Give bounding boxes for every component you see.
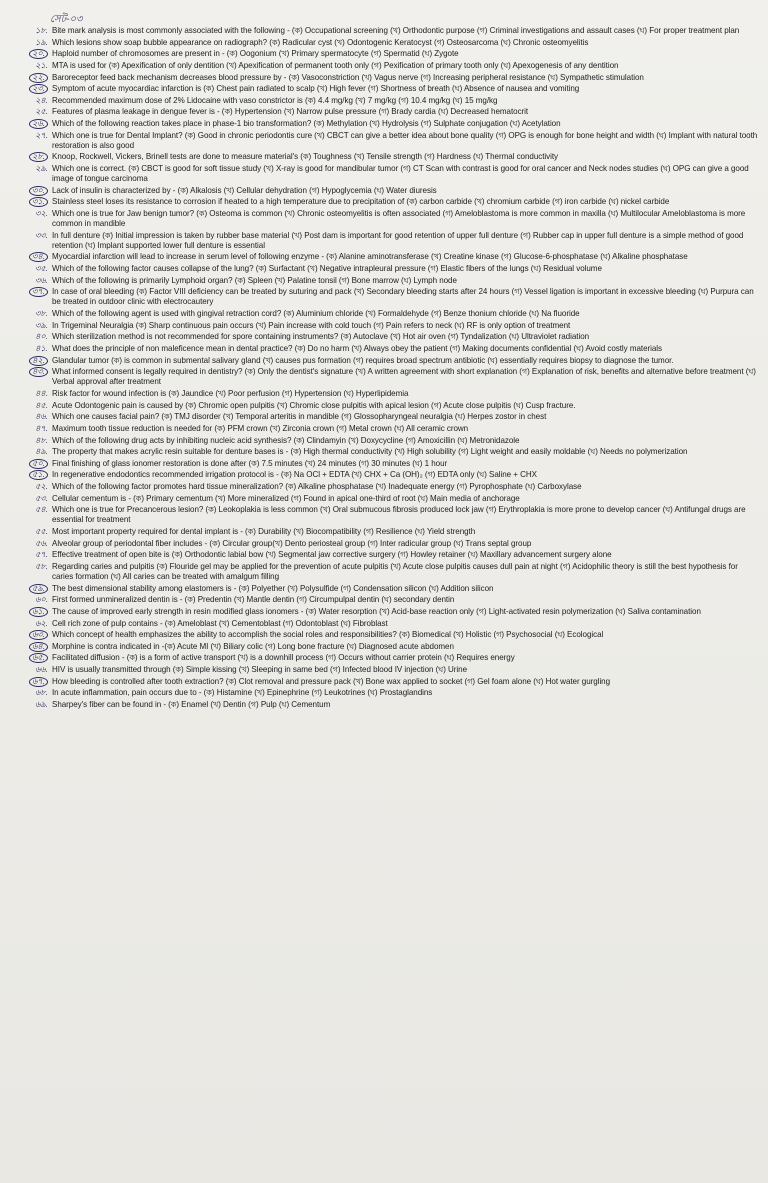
question-number-label: ৪৫. [35, 400, 48, 410]
question-text: Recommended maximum dose of 2% Lidocaine with vaso constrictor is (ক) 4.4 mg/kg (খ) 7 mg/kg (গ) 10.4 mg/kg (ঘ) 15 mg/kg [52, 95, 498, 105]
question-item [22, 287, 758, 307]
question-text: Which one is true for Dental Implant? (ক) Good in chronic periodontis cure (খ) CBCT can give a better idea about bone quality (গ) OPG is enough for bone height and width (ঘ) Implant with natural tooth restoration is also good [52, 130, 758, 150]
question-item [22, 447, 758, 457]
question-number [22, 252, 52, 262]
question-item [22, 367, 758, 387]
question-number [22, 665, 52, 675]
question-text: In acute inflammation, pain occurs due to - (ক) Histamine (খ) Epinephrine (গ) Leukotrines (ঘ) Prostaglandins [52, 688, 433, 698]
question-number-label: ১৮. [35, 26, 48, 35]
question-text: In Trigeminal Neuralgia (ক) Sharp continuous pain occurs (খ) Pain increase with cold touch (গ) Pain refers to neck (ঘ) RF is only option of treatment [52, 320, 571, 330]
question-number-label: ২৩. [29, 84, 48, 94]
question-item [22, 186, 758, 196]
question-number [22, 61, 52, 71]
question-number [22, 584, 52, 594]
question-number [22, 550, 52, 560]
question-text: Knoop, Rockwell, Vickers, Brinell tests are done to measure material's (ক) Toughness (খ) Tensile strength (গ) Hardness (ঘ) Thermal conductivity [52, 152, 559, 162]
question-text: Alveolar group of periodontal fiber includes - (ক) Circular group(খ) Dento periosteal group (গ) Inter radicular group (ঘ) Trans septal group [52, 538, 532, 548]
question-number [22, 539, 52, 549]
question-item [22, 344, 758, 354]
question-number-label: ৬১. [29, 607, 48, 617]
question-item [22, 26, 758, 36]
question-number [22, 209, 52, 219]
question-number-label: ৬৩. [29, 630, 48, 640]
question-number [22, 321, 52, 331]
question-item [22, 677, 758, 687]
question-text: Which lesions show soap bubble appearance on radiograph? (ক) Radicular cyst (খ) Odontogenic Keratocyst (গ) Osteosarcoma (ঘ) Chronic osteomyelitis [52, 37, 589, 47]
question-text: The best dimensional stability among elastomers is - (ক) Polyether (খ) Polysulfide (গ) Condensation silicon (ঘ) Addition silicon [52, 583, 494, 593]
question-item [22, 209, 758, 229]
question-number [22, 131, 52, 141]
question-item [22, 436, 758, 446]
question-number [22, 389, 52, 399]
question-number [22, 494, 52, 504]
question-item [22, 119, 758, 129]
question-number [22, 482, 52, 492]
question-number-label: ৩৭. [29, 287, 48, 297]
question-text: Cell rich zone of pulp contains - (ক) Ameloblast (খ) Cementoblast (গ) Odontoblast (ঘ) Fibroblast [52, 618, 388, 628]
question-item [22, 309, 758, 319]
question-text: What informed consent is legally required in dentistry? (ক) Only the dentist's signature (খ) A written agreement with short explanation (গ) Explanation of risk, benefits and alternative before treatment (ঘ) Verbal approval after treatment [52, 367, 756, 387]
question-number [22, 152, 52, 162]
question-number-label: ৪২. [29, 356, 48, 366]
question-text: Which of the following drug acts by inhibiting nucleic acid synthesis? (ক) Clindamyin (খ) Doxycycline (গ) Amoxicillin (ঘ) Metronidazole [52, 435, 520, 445]
question-number-label: ২৪. [35, 95, 48, 105]
question-text: First formed unmineralized dentin is - (ক) Predentin (খ) Mantle dentin (গ) Circumpulpal dentin (ঘ) secondary dentin [52, 595, 455, 605]
question-item [22, 505, 758, 525]
question-text: Which one is true for Precancerous lesion? (ক) Leokoplakia is less common (খ) Oral submucous fibrosis produced lock jaw (গ) Erythroplakia is more prone to develop cancer (ঘ) Antifungal drugs are essential for treatment [52, 505, 746, 525]
question-number [22, 356, 52, 366]
question-number-label: ৩১. [29, 197, 48, 207]
question-number-label: ৫৭. [35, 550, 48, 560]
question-text: Glandular tumor (ক) is common in submental salivary gland (খ) causes pus formation (গ) requires broad spectrum antibiotic (ঘ) essentially requires biopsy to diagnose the tumor. [52, 355, 674, 365]
question-item [22, 595, 758, 605]
question-item [22, 84, 758, 94]
question-item [22, 332, 758, 342]
question-number [22, 607, 52, 617]
question-number-label: ২০. [29, 49, 48, 59]
question-text: Which one is correct. (ক) CBCT is good for soft tissue study (খ) X-ray is good for mandibular tumor (গ) CT Scan with contrast is good for oral cancer and Neck nodes studies (ঘ) OPG can give a good image of tongue carcinoma [52, 164, 749, 184]
question-text: In case of oral bleeding (ক) Factor VIII deficiency can be treated by suturing and pack (খ) Secondary bleeding starts after 24 hours (গ) Vessel ligation is important in excessive bleeding (ঘ) Purpura can be treated in outdoor clinic with electrocautery [52, 287, 754, 307]
question-item [22, 619, 758, 629]
question-item [22, 470, 758, 480]
question-text: Effective treatment of open bite is (ক) Orthodontic labial bow (খ) Segmental jaw corrective surgery (গ) Howley retainer (ঘ) Maxillary advancement surgery alone [52, 550, 612, 560]
question-text: Which of the following factor causes collapse of the lung? (ক) Surfactant (খ) Negative intrapleural pressure (গ) Elastic fibers of the lungs (ঘ) Residual volume [52, 264, 602, 274]
question-item [22, 152, 758, 162]
question-text: Most important property required for dental implant is - (ক) Durability (খ) Biocompatibility (গ) Resilience (ঘ) Yield strength [52, 527, 476, 537]
question-text: Cellular cementum is - (ক) Primary cementum (খ) More mineralized (গ) Found in apical one-third of root (ঘ) Main media of anchorage [52, 493, 520, 503]
question-item [22, 412, 758, 422]
question-item [22, 401, 758, 411]
question-number [22, 287, 52, 297]
question-item [22, 584, 758, 594]
question-text: HIV is usually transmitted through (ক) Simple kissing (খ) Sleeping in same bed (গ) Infected blood IV injection (ঘ) Urine [52, 665, 467, 675]
question-text: How bleeding is controlled after tooth extraction? (ক) Clot removal and pressure pack (খ) Bone wax applied to socket (গ) Gel foam alone (ঘ) Hot water gurgling [52, 676, 611, 686]
question-number [22, 332, 52, 342]
question-text: Features of plasma leakage in dengue fever is - (ক) Hypertension (খ) Narrow pulse pressure (গ) Brady cardia (ঘ) Decreased hematocrit [52, 107, 529, 117]
question-number-label: ৩৪. [29, 252, 48, 262]
question-item [22, 356, 758, 366]
question-item [22, 607, 758, 617]
question-item [22, 73, 758, 83]
question-text: What does the principle of non maleficence mean in dental practice? (ক) Do no harm (খ) Always obey the patient (গ) Making documents confidential (ঘ) Avoid costly materials [52, 343, 663, 353]
question-number [22, 367, 52, 377]
question-number-label: ৪০. [35, 332, 48, 342]
question-number-label: ৩২. [35, 209, 48, 219]
question-text: MTA is used for (ক) Apexification of only dentition (খ) Apexification of permanent tooth only (গ) Pexification of primary tooth only (ঘ) Apexogenesis of any dentition [52, 60, 619, 70]
question-text: The property that makes acrylic resin suitable for denture bases is - (ক) High thermal conductivity (খ) High solubility (গ) Light weight and easily moldable (ঘ) Needs no polymerization [52, 447, 688, 457]
question-text: Which of the following agent is used with gingival retraction cord? (ক) Aluminium chloride (খ) Formaldehyde (গ) Benze thonium chloride (ঘ) Na fluoride [52, 309, 580, 319]
question-item [22, 459, 758, 469]
question-number [22, 107, 52, 117]
question-number-label: ৬৮. [35, 688, 48, 698]
question-number [22, 619, 52, 629]
question-text: Stainless steel loses its resistance to corrosion if heated to a high temperature due to precipitation of (ক) carbon carbide (খ) chromium carbide (গ) iron carbide (ঘ) nickel carbide [52, 197, 670, 207]
question-number-label: ৬০. [35, 595, 48, 605]
question-number-label: ৪৩. [29, 367, 48, 377]
question-text: Which one causes facial pain? (ক) TMJ disorder (খ) Temporal arteritis in mandible (গ) Glossopharyngeal neuralgia (ঘ) Herpes zostor in chest [52, 412, 547, 422]
question-number-label: ৫৫. [35, 527, 48, 537]
question-number-label: ৬৪. [29, 642, 48, 652]
question-number-label: ৬২. [35, 618, 48, 628]
question-list [22, 26, 758, 710]
question-number-label: ৩০. [29, 186, 48, 196]
question-number [22, 49, 52, 59]
question-item [22, 38, 758, 48]
question-item [22, 389, 758, 399]
question-number [22, 38, 52, 48]
question-number [22, 630, 52, 640]
question-number [22, 26, 52, 36]
question-number [22, 677, 52, 687]
question-item [22, 276, 758, 286]
question-number-label: ৪৬. [35, 412, 48, 422]
question-text: Sharpey's fiber can be found in - (ক) Enamel (খ) Dentin (গ) Pulp (ঘ) Cementum [52, 700, 331, 710]
question-number-label: ৫০. [29, 459, 48, 469]
question-number-label: ৬৭. [29, 677, 48, 687]
question-number [22, 84, 52, 94]
question-number [22, 264, 52, 274]
question-number-label: ২৯. [35, 164, 48, 174]
question-number [22, 595, 52, 605]
question-number [22, 401, 52, 411]
question-item [22, 539, 758, 549]
question-text: Which one is true for Jaw benign tumor? (ক) Osteoma is common (খ) Chronic osteomyelitis is often associated (গ) Ameloblastoma is more common in maxilla (ঘ) Multilocular Ameloblastoma is more common in mandible [52, 209, 746, 229]
question-item [22, 665, 758, 675]
question-number-label: ৫১. [29, 470, 48, 480]
question-number-label: ৬৬. [35, 665, 48, 675]
question-number-label: ২৫. [35, 107, 48, 117]
question-item [22, 424, 758, 434]
question-number [22, 73, 52, 83]
question-item [22, 61, 758, 71]
question-text: Morphine is contra indicated in -(ক) Acute MI (খ) Biliary colic (গ) Long bone fracture (ঘ) Diagnosed acute abdomen [52, 641, 454, 651]
question-item [22, 131, 758, 151]
set-label: সেট-০৩ [50, 14, 83, 25]
question-item [22, 107, 758, 117]
question-text: In regenerative endodontics recommended irrigation protocol is - (ক) Na OCl + EDTA (খ) CHX + Ca (OH)₂ (গ) EDTA only (ঘ) Saline + CHX [52, 470, 537, 480]
question-item [22, 264, 758, 274]
question-number [22, 119, 52, 129]
question-text: Symptom of acute myocardiac infarction is (ক) Chest pain radiated to scalp (খ) High fever (গ) Shortness of breath (ঘ) Absence of nausea and vomiting [52, 84, 580, 94]
question-text: Myocardial infarction will lead to increase in serum level of following enzyme - (ক) Alanine aminotransferase (খ) Creatine kinase (গ) Glucose-6-phosphatase (ঘ) Alkaline phosphatase [52, 252, 688, 262]
question-item [22, 252, 758, 262]
question-text: Haploid number of chromosomes are present in - (ক) Oogonium (খ) Primary spermatocyte (গ) Spermatid (ঘ) Zygote [52, 49, 459, 59]
question-number [22, 231, 52, 241]
question-number-label: ৫৩. [35, 493, 48, 503]
question-number-label: ২২. [29, 73, 48, 83]
question-text: Facilitated diffusion - (ক) is a form of active transport (খ) is a downhill process (গ) Occurs without carrier protein (ঘ) Requires energy [52, 653, 515, 663]
question-item [22, 482, 758, 492]
question-text: Bite mark analysis is most commonly associated with the following - (ক) Occupational screening (খ) Orthodontic purpose (গ) Criminal investigations and assault cases (ঘ) For proper treatment plan [52, 26, 740, 35]
question-number-label: ৫২. [35, 482, 48, 492]
question-item [22, 494, 758, 504]
question-number-label: ১৯. [35, 37, 48, 47]
question-number-label: ৫৪. [35, 505, 48, 515]
question-number [22, 447, 52, 457]
question-number [22, 186, 52, 196]
question-number-label: ৩৫. [35, 264, 48, 274]
question-text: Acute Odontogenic pain is caused by (ক) Chromic open pulpitis (খ) Chromic close pulpitis with apical lesion (গ) Acute close pulpitis (ঘ) Cusp fracture. [52, 400, 576, 410]
question-text: Which of the following factor promotes hard tissue mineralization? (ক) Alkaline phosphatase (খ) Inadequate energy (গ) Pyrophosphate (ঘ) Carboxylase [52, 482, 582, 492]
question-number [22, 527, 52, 537]
question-item [22, 96, 758, 106]
question-number [22, 412, 52, 422]
question-number [22, 642, 52, 652]
question-number [22, 344, 52, 354]
question-text: Maximum tooth tissue reduction is needed for (ক) PFM crown (খ) Zirconia crown (গ) Metal crown (ঘ) All ceramic crown [52, 423, 469, 433]
question-number-label: ৫৬. [35, 538, 48, 548]
question-number-label: ৪৮. [35, 435, 48, 445]
question-number [22, 197, 52, 207]
question-number [22, 436, 52, 446]
question-number-label: ৪৪. [35, 388, 48, 398]
question-item [22, 527, 758, 537]
question-number [22, 653, 52, 663]
question-text: Final finishing of glass ionomer restoration is done after (ক) 7.5 minutes (খ) 24 minutes (গ) 30 minutes (ঘ) 1 hour [52, 458, 448, 468]
question-number-label: ২৮. [29, 152, 48, 162]
question-number-label: ৩৩. [35, 230, 48, 240]
question-item [22, 630, 758, 640]
question-text: Regarding caries and pulpitis (ক) Flouride gel may be applied for the prevention of acute pulpitis (খ) Acute close pulpitis causes dull pain at night (গ) Acidophilic theory is still the best hypothesis for caries formation (ঘ) All caries can be treated with amalgum filling [52, 561, 738, 581]
question-number [22, 700, 52, 710]
question-item [22, 550, 758, 560]
question-number-label: ৫৯. [29, 584, 48, 594]
question-number [22, 276, 52, 286]
question-item [22, 642, 758, 652]
question-item [22, 231, 758, 251]
question-item [22, 197, 758, 207]
question-number [22, 562, 52, 572]
question-number-label: ২১. [35, 60, 48, 70]
question-item [22, 49, 758, 59]
question-text: Risk factor for wound infection is (ক) Jaundice (খ) Poor perfusion (গ) Hypertension (ঘ) Hyperlipidemia [52, 388, 409, 398]
question-number [22, 96, 52, 106]
question-number-label: ২৬. [29, 119, 48, 129]
question-number [22, 459, 52, 469]
question-number-label: ২৭. [35, 130, 48, 140]
question-item [22, 653, 758, 663]
question-number [22, 470, 52, 480]
question-text: In full denture (ক) Initial impression is taken by rubber base material (খ) Post dam is important for good retention of upper full denture (গ) Rubber cap in upper full denture is a simple method of good retention (ঘ) Implant supported lower full denture is essential [52, 230, 744, 250]
question-number-label: ৪১. [35, 343, 48, 353]
question-text: Lack of insulin is characterized by - (ক) Alkalosis (খ) Cellular dehydration (গ) Hypoglycemia (ঘ) Water diuresis [52, 185, 437, 195]
question-number-label: ৪৭. [35, 423, 48, 433]
question-number [22, 309, 52, 319]
question-number-label: ৩৮. [35, 309, 48, 319]
question-number-label: ৬৫. [29, 653, 48, 663]
question-text: Which concept of health emphasizes the ability to accomplish the social roles and responsibilities? (ক) Biomedical (খ) Holistic (গ) Psychosocial (ঘ) Ecological [52, 630, 604, 640]
question-text: Baroreceptor feed back mechanism decreases blood pressure by - (ক) Vasoconstriction (খ) Vagus nerve (গ) Increasing peripheral resistance (ঘ) Sympathetic stimulation [52, 72, 644, 82]
question-item [22, 321, 758, 331]
question-text: Which of the following reaction takes place in phase-1 bio transformation? (ক) Methylation (খ) Hydrolysis (গ) Sulphate conjugation (ঘ) Acetylation [52, 119, 561, 129]
question-text: The cause of improved early strength in resin modified glass ionomers - (ক) Water resorption (খ) Acid-base reaction only (গ) Light-activated resin polymerization (ঘ) Saliva contamination [52, 606, 701, 616]
question-text: Which of the following is primarily Lymphoid organ? (ক) Spleen (খ) Palatine tonsil (গ) Bone marrow (ঘ) Lymph node [52, 275, 457, 285]
question-number-label: ৬৯. [35, 700, 48, 710]
question-number [22, 505, 52, 515]
question-item [22, 562, 758, 582]
question-item [22, 688, 758, 698]
question-number [22, 688, 52, 698]
question-number-label: ৩৯. [35, 320, 48, 330]
question-number-label: ৩৬. [35, 275, 48, 285]
question-text: Which sterilization method is not recommended for spore containing instruments? (ক) Autoclave (খ) Hot air oven (গ) Tyndalization (ঘ) Ultraviolet radiation [52, 332, 590, 342]
question-number [22, 164, 52, 174]
question-item [22, 164, 758, 184]
question-number-label: ৫৮. [35, 561, 48, 571]
question-item [22, 700, 758, 710]
question-number-label: ৪৯. [35, 447, 48, 457]
question-number [22, 424, 52, 434]
